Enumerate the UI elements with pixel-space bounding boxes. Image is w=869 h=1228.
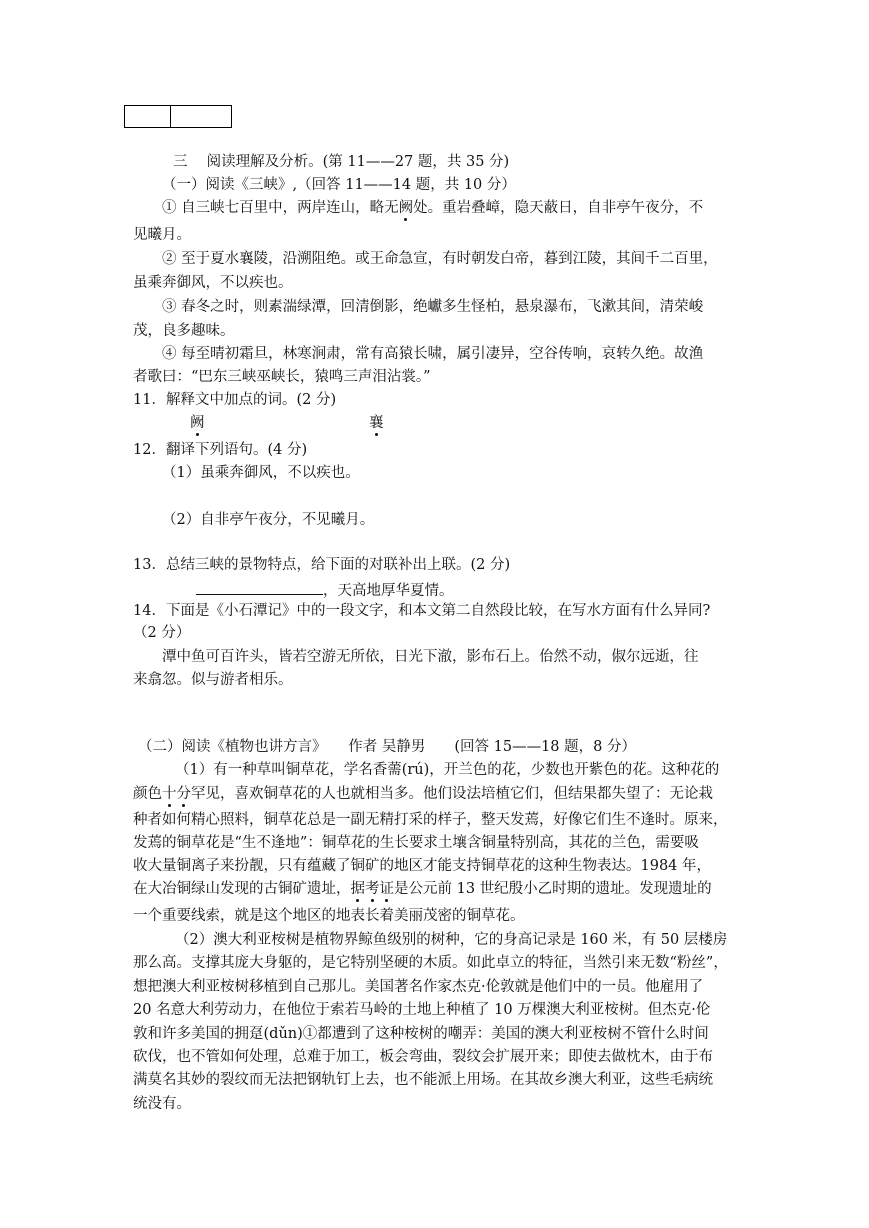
article-p2-line3: 想把澳大利亚桉树移植到自己那儿。美国著名作家杰克·伦敦就是他们中的一员。他雇用了 bbox=[133, 979, 704, 995]
q13-couplet: ，天高地厚华夏情。 bbox=[196, 578, 454, 601]
passage-p2-line2: 虽乘奔御风，不以疾也。 bbox=[133, 275, 293, 291]
passage-p2-line1: ② 至于夏水襄陵，沿溯阻绝。或王命急宣，有时朝发白帝，暮到江陵，其间千二百里， bbox=[162, 251, 718, 267]
question-11: 11．解释文中加点的词。(2 分) bbox=[133, 392, 337, 408]
passage-p3-line2: 茂，良多趣味。 bbox=[133, 323, 235, 339]
passage-p1-line2: 见曦月。 bbox=[133, 227, 191, 243]
part2-title: （二）阅读《植物也讲方言》 作者 吴静男 (回答 15——18 题，8 分） bbox=[138, 739, 636, 755]
question-14-line1: 14．下面是《小石潭记》中的一段文字，和本文第二自然段比较，在写水方面有什么异同? bbox=[133, 603, 711, 619]
couplet-answer-blank[interactable] bbox=[196, 578, 323, 595]
q14-quote-line2: 来翕忽。似与游者相乐。 bbox=[133, 672, 293, 688]
article-p2-line6: 砍伐，也不管如何处理，总难于加工，板会弯曲，裂纹会扩展开来；即使去做枕木，由于布 bbox=[133, 1049, 713, 1065]
passage-p4-line1: ④ 每至晴初霜旦，林寒涧肃，常有高猿长啸，属引凄异，空谷传响，哀转久绝。故渔 bbox=[162, 346, 704, 362]
article-p1-line5: 收大量铜离子来扮靓，只有蕴藏了铜矿的地区才能支持铜草花的这种生物表达。1984 年， bbox=[133, 858, 712, 874]
q12-item-2: （2）自非亭午夜分，不见曦月。 bbox=[162, 512, 375, 528]
passage-p3-line1: ③ 春冬之时，则素湍绿潭，回清倒影，绝巘多生怪柏，悬泉瀑布，飞漱其间，清荣峻 bbox=[162, 299, 704, 315]
q11-word-que: 阙 bbox=[190, 415, 205, 431]
article-p1-line2: 颜色十分罕见，喜欢铜草花的人也就相当多。他们设法培植它们，但结果都失望了：无论栽 bbox=[133, 786, 713, 802]
article-p2-line5: 敦和许多美国的拥趸(dǔn)①都遭到了这种桉树的嘲弄：美国的澳大利亚桉树不管什么时间 bbox=[133, 1026, 709, 1042]
article-p2-line2: 那么高。支撑其庞大身躯的，是它特别坚硬的木质。如此卓立的特征，当然引来无数“粉丝”， bbox=[133, 955, 728, 971]
passage-p1-line1: ① 自三峡七百里中，两岸连山，略无阙处。重岩叠嶂，隐天蔽日，自非亭午夜分，不 bbox=[162, 200, 704, 216]
dotted-word-que: 阙 bbox=[398, 200, 414, 216]
article-p1-line4: 发蔫的铜草花是“生不逢地”：铜草花的生长要求土壤含铜量特别高，其花的兰色，需要吸 bbox=[133, 835, 699, 851]
question-13: 13．总结三峡的景物特点，给下面的对联补出上联。(2 分) bbox=[133, 557, 511, 573]
question-12: 12．翻译下列语句。(4 分) bbox=[133, 442, 308, 458]
article-p2-line4: 20 名意大利劳动力，在他位于索若马岭的土地上种植了 10 万棵澳大利亚桉树。但杰克·伦 bbox=[133, 1002, 711, 1018]
article-p2-line8: 统没有。 bbox=[133, 1096, 191, 1112]
section3-title: 三 阅读理解及分析。(第 11——27 题，共 35 分) bbox=[173, 154, 510, 170]
score-box bbox=[124, 105, 232, 128]
score-label-cell bbox=[125, 106, 171, 128]
question-14-line2: （2 分） bbox=[133, 625, 191, 641]
q14-quote-line1: 潭中鱼可百许头，皆若空游无所依，日光下澈，影布石上。佁然不动，俶尔远逝，往 bbox=[162, 649, 699, 665]
article-p1-line6: 在大冶铜绿山发现的古铜矿遗址，据考证是公元前 13 世纪殷小乙时期的遗址。发现遗址的 bbox=[133, 881, 712, 897]
score-input-cell[interactable] bbox=[171, 106, 232, 128]
article-p1-line1: （1）有一种草叫铜草花，学名香薷(rú)，开兰色的花，少数也开紫色的花。这种花的 bbox=[175, 762, 720, 778]
q12-item-1: （1）虽乘奔御风，不以疾也。 bbox=[162, 465, 360, 481]
article-p1-line3: 种者如何精心照料，铜草花总是一副无精打采的样子，整天发蔫，好像它们生不逢时。原来， bbox=[133, 812, 728, 828]
part1-title: （一）阅读《三峡》,（回答 11——14 题，共 10 分） bbox=[162, 177, 516, 193]
article-p1-line7: 一个重要线索，就是这个地区的地表长着美丽茂密的铜草花。 bbox=[133, 908, 525, 924]
q11-word-xiang: 襄 bbox=[369, 415, 384, 431]
article-p2-line7: 满莫名其妙的裂纹而无法把钢轨钉上去，也不能派上用场。在其故乡澳大利亚，这些毛病统 bbox=[133, 1072, 713, 1088]
article-p2-line1: （2）澳大利亚桉树是植物界鲸鱼级别的树种，它的身高记录是 160 米，有 50 层楼房 bbox=[175, 932, 728, 948]
passage-p4-line2: 者歌曰：“巴东三峡巫峡长，猿鸣三声泪沾裳。” bbox=[133, 369, 431, 385]
